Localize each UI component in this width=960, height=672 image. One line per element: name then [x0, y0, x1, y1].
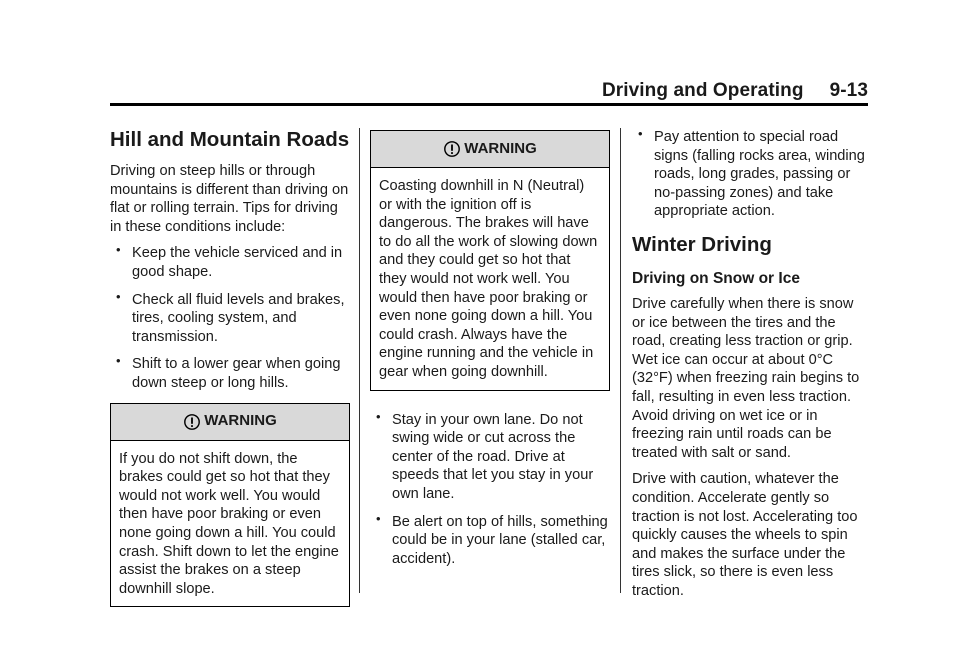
- column-divider-2: [620, 128, 621, 593]
- intro-paragraph: Driving on steep hills or through mountains is different than driving on flat or rolling terrain. Tips for driving in these conditions include:: [110, 163, 349, 235]
- column-divider-1: [359, 128, 360, 593]
- warning-box: [110, 403, 350, 608]
- section-heading-winter-driving: Winter Driving: [632, 232, 772, 256]
- warning-text: If you do not shift down, the brakes could get so hot that they would not work well. You would then have poor braking or even none going down a hill. You could crash. Shift down to let the engine assist the brakes on a steep downhill slope.: [119, 450, 339, 597]
- warning-label: WARNING: [204, 412, 277, 430]
- list-item: • Keep the vehicle serviced and in good shape.: [110, 244, 350, 281]
- warning-label: WARNING: [464, 139, 537, 157]
- tips-list: [632, 128, 868, 221]
- warning-box: [370, 130, 610, 391]
- warning-icon: [443, 140, 461, 158]
- warning-header: [111, 404, 349, 441]
- section-heading-hill-roads: Hill and Mountain Roads: [110, 128, 350, 151]
- list-item: • Stay in your own lane. Do not swing wide or cut across the center of the road. Drive at speeds that let you stay in your own lane.: [370, 411, 610, 504]
- page-header: [110, 80, 868, 102]
- warning-icon: [183, 413, 201, 431]
- column-3: [632, 128, 868, 608]
- paragraph: Drive carefully when there is snow or ice between the tires and the road, creating less traction or grip. Wet ice can occur at about 0°C (32°F) when freezing rain begins to fall, resulting in even less traction. Avoid driving on wet ice or in freezing rain until roads can be treated with salt or sand.: [632, 295, 860, 461]
- warning-header: [371, 131, 609, 168]
- warning-text: Coasting downhill in N (Neutral) or with the ignition off is dangerous. The brakes will have to do all the work of slowing down and they could get so hot that they would not work well. You would then have poor braking or even none going down a hill. You could crash. Always have the engine running and the vehicle in gear when going downhill.: [379, 178, 598, 380]
- paragraph: Drive with caution, whatever the condition. Accelerate gently so traction is not lost. Accelerating too quickly causes the wheels to spin and makes the surface under the tires slick, so there is even less traction.: [632, 471, 858, 599]
- list-item: • Shift to a lower gear when going down steep or long hills.: [110, 355, 350, 392]
- page-number: 9-13: [829, 80, 868, 101]
- header-rule: [110, 103, 868, 106]
- subsection-heading-snow-ice: Driving on Snow or Ice: [632, 269, 800, 287]
- list-item: • Check all fluid levels and brakes, tires, cooling system, and transmission.: [110, 291, 350, 347]
- list-item: • Pay attention to special road signs (falling rocks area, winding roads, long grades, passing or no-passing zones) and take appropriate action.: [632, 128, 868, 221]
- tips-list: [370, 411, 610, 569]
- section-title: Driving and Operating: [601, 80, 804, 101]
- column-1: [110, 128, 350, 621]
- list-item: • Be alert on top of hills, something could be in your lane (stalled car, accident).: [370, 513, 610, 569]
- column-2: [370, 128, 610, 577]
- tips-list: [110, 244, 350, 392]
